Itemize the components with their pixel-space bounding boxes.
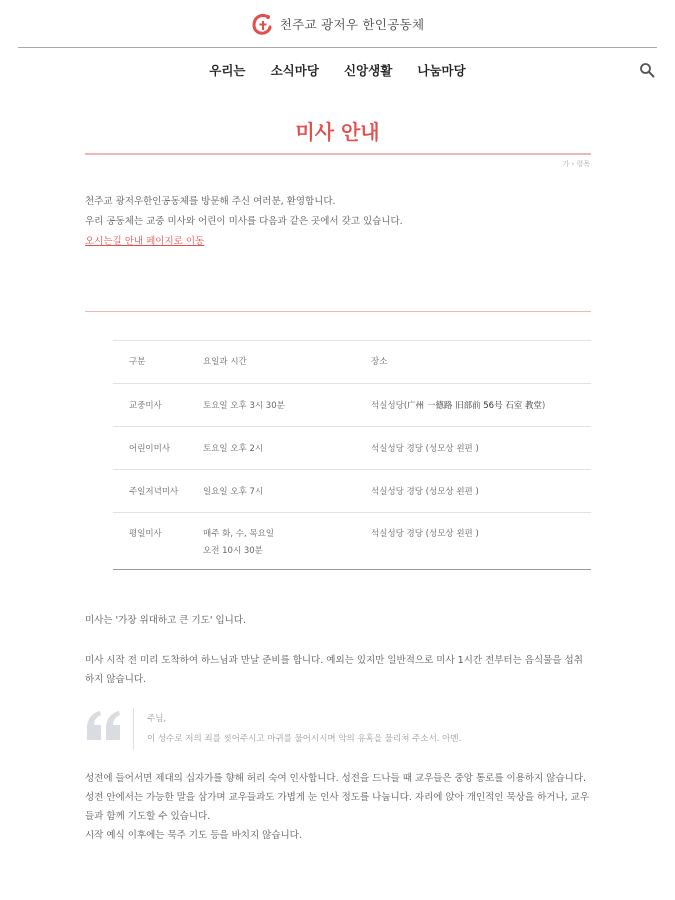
mass-time: 토요일 오후 3시 30분	[203, 384, 371, 427]
logo-mark-icon	[251, 12, 273, 36]
mass-schedule-table	[113, 340, 591, 570]
site-logo[interactable]	[0, 12, 675, 42]
prayer-quote	[85, 708, 591, 752]
header-divider	[18, 47, 657, 48]
content-line: 시작 예식 이후에는 묵주 기도 등을 바치지 않습니다.	[85, 830, 302, 841]
logo-text: 천주교 광저우 한인공동체	[279, 17, 425, 32]
mass-type: 평일미사	[113, 513, 203, 570]
mass-type: 어린이미사	[113, 427, 203, 470]
nav-item-news[interactable]: 소식마당	[270, 63, 319, 78]
mass-location: 석실성당 경당 (성모상 왼편 )	[371, 427, 591, 470]
nav-item-faith[interactable]: 신앙생활	[344, 63, 393, 78]
page-title: 미사 안내	[295, 120, 380, 144]
column-header-location: 장소	[371, 341, 591, 384]
mass-type: 교중미사	[113, 384, 203, 427]
table-row	[113, 427, 591, 470]
content-paragraph: 미사는 '가장 위대하고 큰 기도' 입니다.	[85, 615, 246, 626]
content-line: 성전 안에서는 가능한 말을 삼가며 교우들과도 가볍게 눈 인사 정도를 나눕니다. 자리에 앉아 개인적인 묵상을 하거나, 교우들과 함께 기도할 수 있습니다.	[85, 792, 590, 822]
location-address: 广州 一德路 旧部前 56号 石室 教堂	[407, 401, 542, 411]
table-row	[113, 470, 591, 513]
mass-location	[371, 384, 591, 427]
intro-line: 천주교 광저우한인공동체를 방문해 주신 여러분, 환영합니다.	[85, 196, 336, 207]
mass-time	[203, 513, 371, 570]
mass-location: 석실성당 경당 (성모상 왼편 )	[371, 470, 591, 513]
table-header-row	[113, 341, 591, 384]
table-divider	[85, 311, 591, 312]
location-text-end: )	[542, 401, 546, 411]
quote-text	[147, 709, 461, 749]
quote-line: 주님,	[147, 714, 167, 724]
directions-link[interactable]: 오시는길 안내 페이지로 이동	[85, 236, 205, 247]
breadcrumb[interactable]: 가 › 령목	[562, 160, 590, 168]
location-text: 석실성당(	[371, 401, 408, 411]
search-icon[interactable]	[639, 62, 655, 78]
column-header-type: 구분	[113, 341, 203, 384]
mass-time-days: 매주 화, 수, 목요일	[203, 529, 274, 539]
quote-icon	[85, 710, 123, 742]
content-paragraph: 미사 시작 전 미리 도착하여 하느님과 만날 준비를 합니다. 예외는 있지만 일반적으로 미사 1시간 전부터는 음식물을 섭취하지 않습니다.	[85, 655, 583, 685]
site-header	[0, 0, 675, 48]
intro-text	[85, 192, 591, 252]
content-line: 성전에 들어서면 제대의 십자가를 향해 허리 숙여 인사합니다. 성전을 드나들 때 교우들은 중앙 통로를 이용하지 않습니다.	[85, 773, 587, 784]
mass-location: 석실성당 경당 (성모상 왼편 )	[371, 513, 591, 570]
quote-line: 이 성수로 저의 죄를 씻어주시고 마귀를 물어시시며 악의 유혹을 물리쳐 주소서. 아멘.	[147, 734, 462, 744]
mass-type: 주일저녁미사	[113, 470, 203, 513]
mass-time-hour: 오전 10시 30분	[203, 546, 263, 556]
nav-item-about[interactable]: 우리는	[209, 63, 246, 78]
mass-time: 토요일 오후 2시	[203, 427, 371, 470]
quote-divider	[133, 708, 134, 750]
table-row	[113, 384, 591, 427]
content-paragraph	[85, 769, 591, 845]
column-header-time: 요일과 시간	[203, 341, 371, 384]
main-nav	[0, 60, 675, 80]
title-divider	[85, 153, 591, 155]
table-row	[113, 513, 591, 570]
mass-time: 일요일 오후 7시	[203, 470, 371, 513]
intro-line: 우리 공동체는 교중 미사와 어린이 미사를 다음과 같은 곳에서 갖고 있습니다.	[85, 216, 403, 227]
nav-item-sharing[interactable]: 나눔마당	[417, 63, 466, 78]
